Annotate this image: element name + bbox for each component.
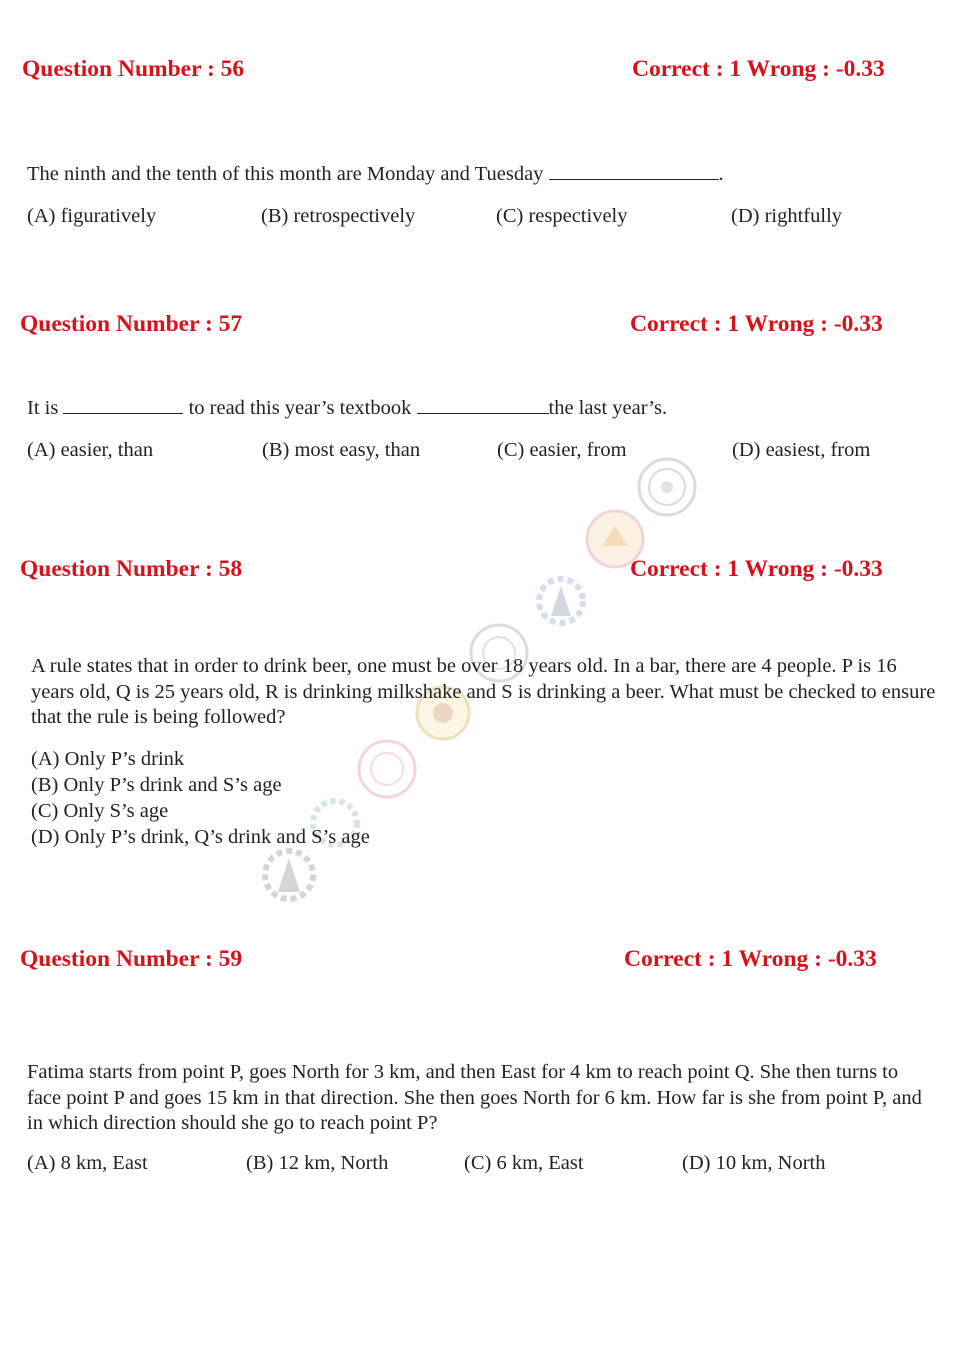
answer-blank xyxy=(417,396,549,414)
question-56-stem-end: . xyxy=(718,163,724,185)
question-57-stem-part-a: It is xyxy=(27,397,59,419)
question-56-option-b: (B) retrospectively xyxy=(261,205,416,227)
question-59-stem: Fatima starts from point P, goes North for 3 km, and then East for 4 km to reach point Q. She then turns to face point P and goes 15 km in that direction. She then goes North for 6 km. How far is she from point P, and in which direction should she go to reach point P? xyxy=(27,1061,922,1134)
answer-blank xyxy=(549,162,719,180)
question-59-option-a: (A) 8 km, East xyxy=(27,1152,148,1174)
question-57-option-a: (A) easier, than xyxy=(27,439,154,461)
question-57-title: Question Number : 57 xyxy=(20,311,243,337)
question-57-option-d: (D) easiest, from xyxy=(732,439,871,461)
question-57-marks: Correct : 1 Wrong : -0.33 xyxy=(630,311,883,337)
question-59-marks: Correct : 1 Wrong : -0.33 xyxy=(624,946,877,972)
question-56-marks: Correct : 1 Wrong : -0.33 xyxy=(632,56,885,82)
question-57-option-c: (C) easier, from xyxy=(497,439,627,461)
question-59-title: Question Number : 59 xyxy=(20,946,243,972)
question-57-option-b: (B) most easy, than xyxy=(262,439,421,461)
question-59-option-d: (D) 10 km, North xyxy=(682,1152,826,1174)
question-57-stem-part-c: the last year’s. xyxy=(548,397,668,419)
question-57-stem-part-b: to read this year’s textbook xyxy=(188,397,412,419)
question-57-stem xyxy=(27,396,667,422)
question-56-option-c: (C) respectively xyxy=(496,205,628,227)
question-56-title: Question Number : 56 xyxy=(22,56,245,82)
question-56-stem xyxy=(27,162,724,188)
question-58-option-b: (B) Only P’s drink and S’s age xyxy=(31,774,282,796)
question-58-option-d: (D) Only P’s drink, Q’s drink and S’s age xyxy=(31,826,370,848)
answer-blank xyxy=(63,396,183,414)
question-58-option-a: (A) Only P’s drink xyxy=(31,748,185,770)
question-56-option-d: (D) rightfully xyxy=(731,205,843,227)
question-58-options xyxy=(31,746,370,850)
question-59-option-c: (C) 6 km, East xyxy=(464,1152,584,1174)
question-58-stem: A rule states that in order to drink beer, one must be over 18 years old. In a bar, there are 4 people. P is 16 years old, Q is 25 years old, R is drinking milkshake and S is drinking a beer. What must be checked to ensure that the rule is being followed? xyxy=(31,655,936,728)
question-59-option-b: (B) 12 km, North xyxy=(246,1152,389,1174)
question-56-option-a: (A) figuratively xyxy=(27,205,157,227)
watermark-gear-icon xyxy=(526,566,596,636)
question-58-marks: Correct : 1 Wrong : -0.33 xyxy=(630,556,883,582)
question-56-stem-text: The ninth and the tenth of this month are Monday and Tuesday xyxy=(27,163,544,185)
question-58-title: Question Number : 58 xyxy=(20,556,243,582)
question-58-option-c: (C) Only S’s age xyxy=(31,800,169,822)
